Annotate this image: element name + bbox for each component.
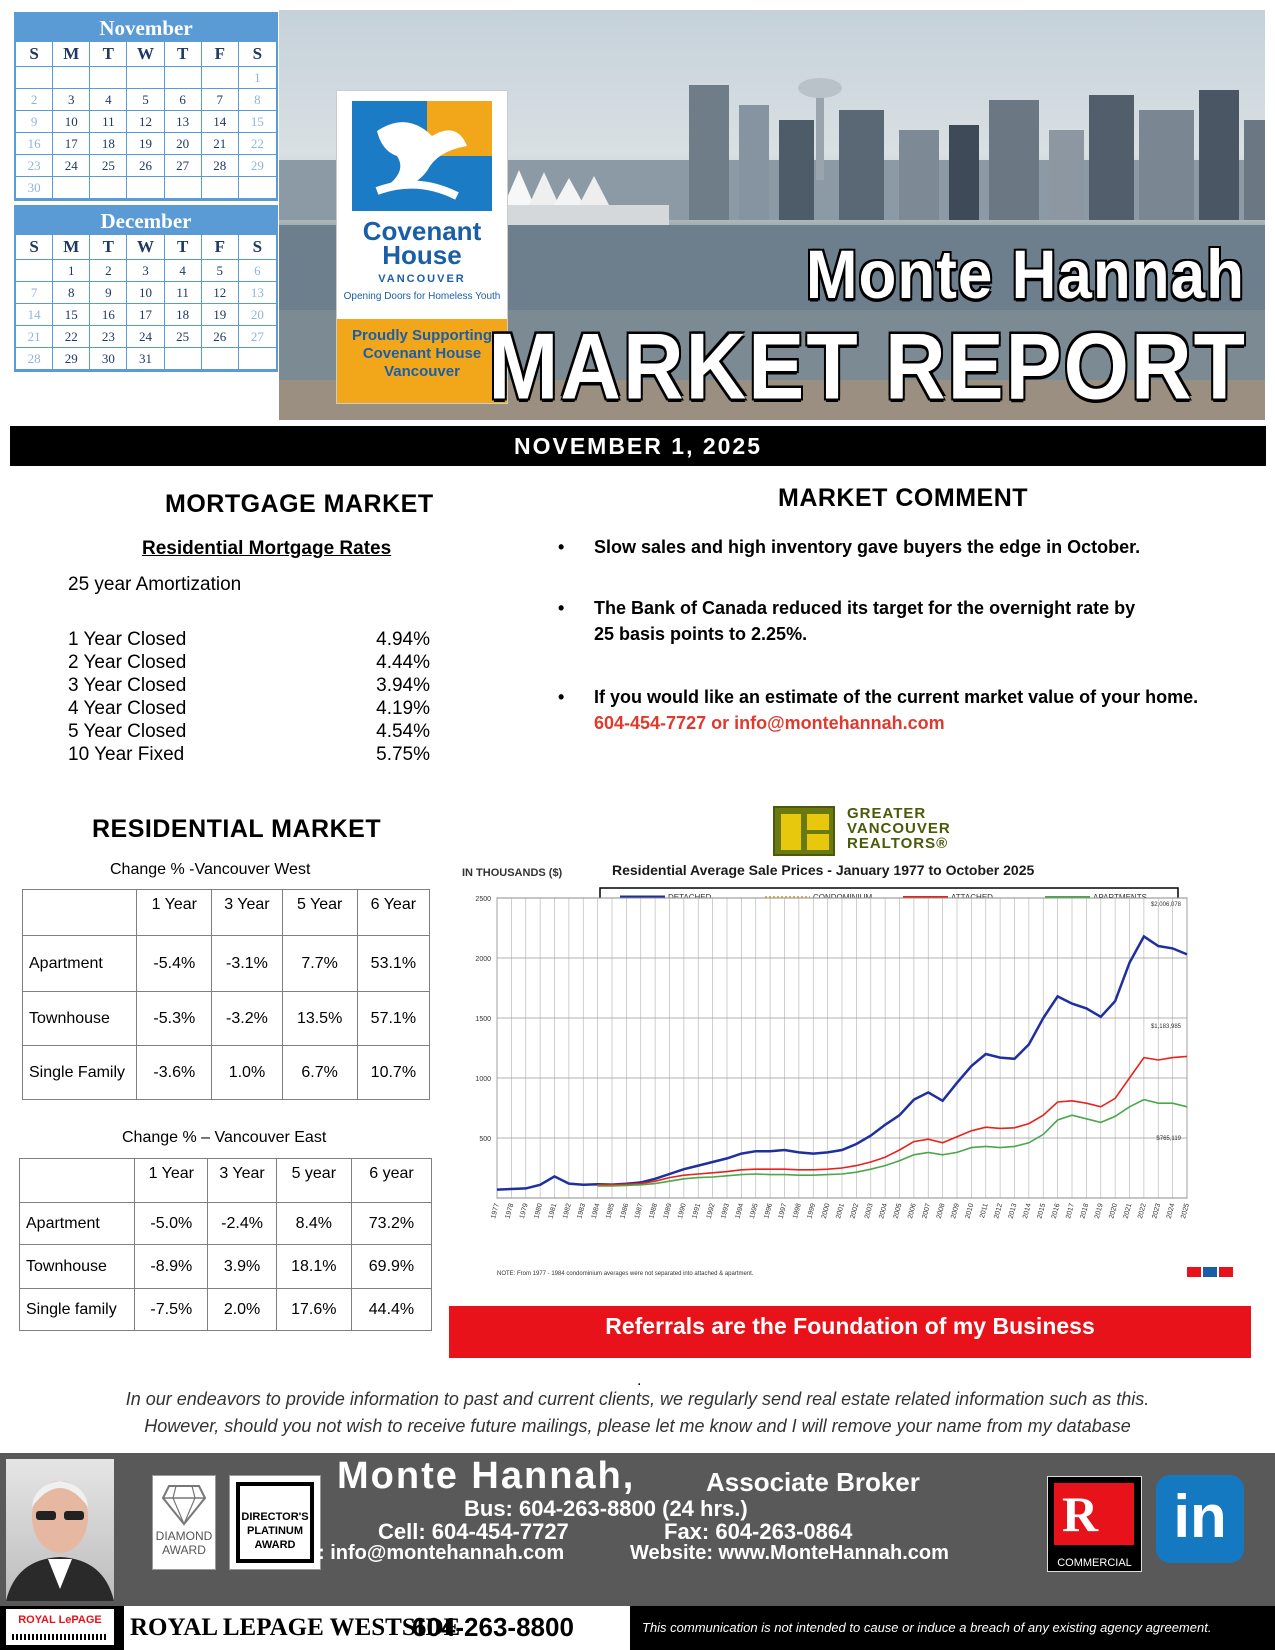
x-tick-label: 1987: [633, 1202, 645, 1220]
calendar-day: 2: [16, 89, 53, 111]
table-cell: 3.9%: [208, 1245, 276, 1289]
calendar-day: [90, 67, 127, 89]
rate-term: 10 Year Fixed: [68, 744, 185, 765]
calendar-day: [165, 177, 202, 199]
table-cell: 57.1%: [357, 992, 429, 1046]
rate-row: [68, 674, 430, 697]
calendar-day: 30: [16, 177, 53, 199]
mls-mark: [1219, 1267, 1233, 1277]
gvr-logo: [773, 806, 983, 858]
rate-term: 3 Year Closed: [68, 675, 187, 696]
referral-banner: Referrals are the Foundation of my Business: [449, 1306, 1251, 1364]
support-line1: Proudly Supporting: [352, 327, 492, 344]
agent-role: Associate Broker: [706, 1467, 920, 1497]
calendar-day: 3: [53, 89, 90, 111]
calendar-day: 1: [239, 67, 276, 89]
table-header-cell: 3 Year: [208, 1159, 276, 1203]
x-tick-label: 2004: [878, 1202, 890, 1220]
calendar-day: 27: [165, 155, 202, 177]
calendar-day: 26: [202, 326, 239, 348]
x-tick-label: 1989: [662, 1202, 674, 1220]
calendar-day: [165, 67, 202, 89]
table-cell: -5.0%: [135, 1203, 208, 1245]
table-row-label: Apartment: [23, 936, 137, 992]
dove-icon: [337, 91, 507, 216]
table-cell: -3.6%: [137, 1046, 212, 1100]
calendar-day-header: W: [127, 42, 164, 67]
table-cell: 10.7%: [357, 1046, 429, 1100]
x-tick-label: 2013: [1007, 1202, 1019, 1220]
calendar-day: [127, 177, 164, 199]
x-tick-label: 2009: [950, 1202, 961, 1220]
x-tick-label: 1981: [547, 1202, 559, 1220]
x-tick-label: 1977: [490, 1202, 501, 1220]
mortgage-heading: MORTGAGE MARKET: [165, 490, 434, 518]
table-cell: 73.2%: [351, 1203, 431, 1245]
x-tick-label: 1999: [806, 1202, 818, 1220]
calendar-day: 21: [202, 133, 239, 155]
table-cell: 13.5%: [282, 992, 357, 1046]
x-tick-label: 1993: [720, 1202, 731, 1220]
calendar-day: 21: [16, 326, 53, 348]
price-chart: [455, 885, 1245, 1285]
linkedin-icon[interactable]: [1156, 1475, 1244, 1563]
comment-text: Slow sales and high inventory gave buyers the edge in October.: [594, 537, 1141, 557]
platinum-award-badge: [229, 1475, 321, 1570]
rate-value: 4.54%: [376, 721, 430, 742]
table-cell: 6.7%: [282, 1046, 357, 1100]
calendar-day: 2: [90, 260, 127, 282]
calendar-day-header: M: [53, 235, 90, 260]
calendar-day-header: S: [16, 42, 53, 67]
vancouver-west-table: [22, 889, 430, 1100]
contact-link[interactable]: 604-454-7727 or info@montehannah.com: [594, 713, 945, 733]
west-caption: Change % -Vancouver West: [110, 861, 311, 878]
x-tick-label: 1982: [562, 1202, 573, 1220]
calendar-day: 14: [202, 111, 239, 133]
agent-photo: [6, 1459, 114, 1601]
platinum-line2: PLATINUM: [246, 1525, 303, 1537]
x-tick-label: 2000: [820, 1202, 832, 1220]
comment-bullet-3: [558, 684, 1199, 736]
rate-row: [68, 651, 430, 674]
covenant-name-line1: Covenant: [362, 216, 482, 246]
calendar-day: [239, 177, 276, 199]
calendar-day: 15: [53, 304, 90, 326]
comment-bullet-1: [558, 534, 1141, 560]
x-tick-label: 1978: [504, 1202, 516, 1220]
calendar-day: 25: [165, 326, 202, 348]
x-tick-label: 2003: [863, 1202, 875, 1220]
calendar-day: 20: [165, 133, 202, 155]
calendar-day: 11: [165, 282, 202, 304]
diamond-icon: [161, 1482, 207, 1526]
brokerage-legal: This communication is not intended to cause or induce a breach of any existing agency agreement.: [642, 1620, 1212, 1635]
x-tick-label: 2025: [1180, 1202, 1191, 1220]
diamond-award-line2: AWARD: [162, 1543, 206, 1557]
calendar-day: 4: [165, 260, 202, 282]
calendar-day-header: S: [239, 235, 276, 260]
calendar-day: 18: [165, 304, 202, 326]
calendar-day-header: S: [16, 235, 53, 260]
table-header-cell: 1 Year: [137, 890, 212, 936]
calendar-day: 17: [127, 304, 164, 326]
rate-value: 4.94%: [376, 629, 430, 650]
x-tick-label: 1979: [518, 1202, 530, 1220]
chart-annotation: $2,006,078: [1150, 902, 1181, 908]
table-header-cell: 3 Year: [212, 890, 282, 936]
platinum-line1: DIRECTOR'S: [241, 1511, 309, 1523]
x-tick-label: 2011: [979, 1202, 990, 1220]
brokerage-bar: [0, 1606, 1275, 1650]
x-tick-label: 1997: [777, 1202, 789, 1220]
amortization-label: 25 year Amortization: [68, 574, 242, 595]
calendar-day: 30: [90, 348, 127, 370]
table-cell: 18.1%: [276, 1245, 351, 1289]
linkedin-label: in: [1173, 1483, 1227, 1550]
covenant-name-line2: House: [382, 240, 462, 270]
agent-cell-phone: Cell: 604-454-7727: [378, 1519, 569, 1544]
x-tick-label: 2002: [849, 1202, 861, 1220]
table-header-cell: 5 year: [276, 1159, 351, 1203]
calendar-day: [202, 67, 239, 89]
calendar-day: [239, 348, 276, 370]
chart-annotation: $1,183,985: [1150, 1024, 1181, 1030]
calendar-day: 6: [239, 260, 276, 282]
calendar-day: 3: [127, 260, 164, 282]
calendar-day: 19: [127, 133, 164, 155]
calendar-day-header: T: [90, 42, 127, 67]
bullet-dot: •: [558, 537, 565, 557]
calendar-day: [16, 260, 53, 282]
x-tick-label: 2018: [1079, 1202, 1091, 1220]
table-cell: -8.9%: [135, 1245, 208, 1289]
y-tick-label: 1000: [475, 1076, 491, 1083]
x-tick-label: 1985: [605, 1202, 616, 1220]
calendar-day-header: T: [90, 235, 127, 260]
calendar-day-header: T: [165, 42, 202, 67]
x-tick-label: 2017: [1065, 1202, 1076, 1220]
x-tick-label: 1998: [792, 1202, 803, 1220]
table-cell: -2.4%: [208, 1203, 276, 1245]
table-row-label: Single Family: [23, 1046, 137, 1100]
calendar-day: 31: [127, 348, 164, 370]
calendar-day: 29: [239, 155, 276, 177]
rate-row: [68, 697, 430, 720]
agent-name: Monte Hannah,: [337, 1455, 636, 1497]
calendar-day: 12: [202, 282, 239, 304]
agent-bus-phone: Bus: 604-263-8800 (24 hrs.): [464, 1496, 748, 1521]
table-cell: -5.4%: [137, 936, 212, 992]
east-caption: Change % – Vancouver East: [122, 1129, 327, 1146]
calendar-day: 7: [16, 282, 53, 304]
rate-row: [68, 720, 430, 743]
calendar-day: 19: [202, 304, 239, 326]
calendar-month-title: December: [16, 207, 276, 235]
calendar-day: 9: [16, 111, 53, 133]
calendar-day: 24: [127, 326, 164, 348]
x-tick-label: 1996: [763, 1202, 775, 1220]
table-row: [23, 1046, 430, 1100]
table-cell: -3.2%: [212, 992, 282, 1046]
royal-lepage-logo: [6, 1609, 114, 1645]
calendar-day: 25: [90, 155, 127, 177]
table-row-label: Single family: [20, 1289, 135, 1331]
calendar-day: 20: [239, 304, 276, 326]
table-cell: -7.5%: [135, 1289, 208, 1331]
x-tick-label: 2016: [1050, 1202, 1062, 1220]
rate-row: [68, 628, 430, 651]
x-tick-label: 2005: [892, 1202, 904, 1220]
rate-row: [68, 743, 430, 766]
calendar-day: 16: [90, 304, 127, 326]
report-date: NOVEMBER 1, 2025: [10, 426, 1266, 466]
calendar-day: 8: [53, 282, 90, 304]
vancouver-east-table: [19, 1158, 432, 1331]
calendar-day: 22: [53, 326, 90, 348]
x-tick-label: 1992: [705, 1202, 717, 1220]
table-row: [20, 1203, 432, 1245]
calendar-day-header: W: [127, 235, 164, 260]
table-row-label: Townhouse: [23, 992, 137, 1046]
calendar-day: [16, 67, 53, 89]
calendar-day: 12: [127, 111, 164, 133]
calendar-day: 11: [90, 111, 127, 133]
covenant-house-emblem: [337, 91, 507, 319]
support-line2: Covenant House: [362, 345, 482, 362]
calendar-day: 27: [239, 326, 276, 348]
table-row: [23, 992, 430, 1046]
table-cell: 8.4%: [276, 1203, 351, 1245]
gvr-icon: [773, 806, 835, 856]
calendar-grid: [16, 235, 276, 370]
x-tick-label: 2024: [1165, 1202, 1177, 1220]
table-cell: 53.1%: [357, 936, 429, 992]
agent-website[interactable]: Website: www.MonteHannah.com: [630, 1542, 949, 1564]
calendar-day: 17: [53, 133, 90, 155]
chart-note: NOTE: From 1977 - 1984 condominium averages were not separated into attached & apartment.: [497, 1271, 754, 1277]
calendar-day-header: F: [202, 235, 239, 260]
table-row: [20, 1289, 432, 1331]
agent-fax: Fax: 604-263-0864: [664, 1519, 853, 1544]
x-tick-label: 1986: [619, 1202, 631, 1220]
table-cell: 44.4%: [351, 1289, 431, 1331]
calendar-day: 13: [165, 111, 202, 133]
x-tick-label: 2015: [1036, 1202, 1048, 1220]
commercial-label: COMMERCIAL: [1057, 1557, 1132, 1569]
comment-text: The Bank of Canada reduced its target for the overnight rate by: [594, 598, 1136, 618]
table-header-cell: [23, 890, 137, 936]
brokerage-name: ROYAL LEPAGE WESTSIDE: [130, 1614, 461, 1641]
covenant-house-logo: [336, 90, 508, 404]
covenant-tagline: Opening Doors for Homeless Youth: [343, 291, 501, 302]
x-tick-label: 1988: [648, 1202, 660, 1220]
x-tick-label: 2021: [1122, 1202, 1134, 1220]
calendar-day: 28: [16, 348, 53, 370]
calendar-day: [127, 67, 164, 89]
agent-avatar: [6, 1459, 114, 1601]
calendar-day: 1: [53, 260, 90, 282]
calendar-day: [53, 177, 90, 199]
agent-footer: [0, 1453, 1275, 1606]
calendar-day: 29: [53, 348, 90, 370]
rate-term: 4 Year Closed: [68, 698, 187, 719]
rate-term: 2 Year Closed: [68, 652, 187, 673]
calendar-day: 24: [53, 155, 90, 177]
bullet-dot: •: [558, 598, 565, 618]
x-tick-label: 2007: [921, 1202, 933, 1220]
comment-heading: MARKET COMMENT: [778, 484, 1029, 512]
y-tick-label: 2000: [475, 956, 491, 963]
table-header-cell: 6 Year: [357, 890, 429, 936]
x-tick-label: 2001: [835, 1202, 846, 1220]
x-tick-label: 1980: [533, 1202, 545, 1220]
royal-lepage-commercial-logo: R COMMERCIAL: [1047, 1476, 1142, 1572]
agent-email[interactable]: : info@montehannah.com: [318, 1542, 565, 1564]
covenant-city: VANCOUVER: [378, 273, 466, 285]
x-tick-label: 1990: [677, 1202, 688, 1220]
table-header-cell: 5 Year: [282, 890, 357, 936]
rate-term: 1 Year Closed: [68, 629, 187, 650]
x-tick-label: 1991: [691, 1202, 703, 1220]
calendar-day: [202, 348, 239, 370]
calendar-day: 23: [90, 326, 127, 348]
residential-heading: RESIDENTIAL MARKET: [92, 815, 382, 843]
calendar-day: 23: [16, 155, 53, 177]
table-cell: 69.9%: [351, 1245, 431, 1289]
y-tick-label: 2500: [475, 896, 491, 903]
x-tick-label: 2014: [1022, 1202, 1033, 1220]
header-agent-name: Monte Hannah: [805, 237, 1245, 314]
rate-term: 5 Year Closed: [68, 721, 187, 742]
calendar-december: [14, 205, 278, 372]
calendar-day-header: S: [239, 42, 276, 67]
gvr-line1: GREATER: [847, 805, 927, 822]
table-cell: 7.7%: [282, 936, 357, 992]
calendar-month-title: November: [16, 14, 276, 42]
calendar-day: 14: [16, 304, 53, 326]
calendar-day: 26: [127, 155, 164, 177]
table-cell: 1.0%: [212, 1046, 282, 1100]
rate-value: 4.44%: [376, 652, 430, 673]
calendar-day: 18: [90, 133, 127, 155]
bullet-dot: •: [558, 687, 565, 707]
calendar-day: 15: [239, 111, 276, 133]
support-line3: Vancouver: [384, 363, 460, 380]
table-row-label: Townhouse: [20, 1245, 135, 1289]
brokerage-phone: 604-263-8800: [412, 1612, 574, 1642]
header-report-title: MARKET REPORT: [488, 313, 1247, 419]
x-tick-label: 1983: [576, 1202, 588, 1220]
calendar-day-header: F: [202, 42, 239, 67]
calendar-november: [14, 12, 278, 201]
x-tick-label: 1995: [748, 1202, 760, 1220]
rate-value: 5.75%: [376, 744, 430, 765]
royal-lepage-logo-text: ROYAL LePAGE: [18, 1614, 102, 1626]
x-tick-label: 2023: [1151, 1202, 1163, 1220]
calendar-day: 16: [16, 133, 53, 155]
comment-text: If you would like an estimate of the current market value of your home.: [594, 687, 1199, 707]
comment-bullet-2: [558, 595, 1136, 647]
x-tick-label: 2020: [1108, 1202, 1120, 1220]
table-cell: 2.0%: [208, 1289, 276, 1331]
calendar-day: 5: [202, 260, 239, 282]
table-header-cell: 1 Year: [135, 1159, 208, 1203]
covenant-support-box: [337, 319, 507, 403]
calendar-day: 22: [239, 133, 276, 155]
calendar-day: 6: [165, 89, 202, 111]
calendar-day-header: T: [165, 235, 202, 260]
calendar-day: 10: [127, 282, 164, 304]
table-header-cell: 6 year: [351, 1159, 431, 1203]
brokerage-office: [124, 1606, 630, 1650]
x-tick-label: 1994: [734, 1202, 746, 1220]
table-row: [20, 1245, 432, 1289]
calendar-day: 28: [202, 155, 239, 177]
mortgage-subheading: Residential Mortgage Rates: [142, 538, 392, 559]
calendar-day: 4: [90, 89, 127, 111]
calendar-day: [165, 348, 202, 370]
chart-title: Residential Average Sale Prices - January 1977 to October 2025: [612, 862, 1035, 878]
calendar-day: [202, 177, 239, 199]
chart-ylabel: IN THOUSANDS ($): [462, 867, 563, 879]
table-cell: -3.1%: [212, 936, 282, 992]
y-tick-label: 500: [479, 1136, 491, 1143]
mls-mark: [1203, 1267, 1217, 1277]
gvr-line3: REALTORS®: [847, 835, 949, 852]
table-row-label: Apartment: [20, 1203, 135, 1245]
x-tick-label: 1984: [590, 1202, 602, 1220]
table-header-cell: [20, 1159, 135, 1203]
comment-text: 25 basis points to 2.25%.: [594, 624, 808, 644]
disclaimer-line2: However, should you not wish to receive future mailings, please let me know and I will remove your name from my database: [144, 1416, 1131, 1436]
x-tick-label: 2008: [935, 1202, 947, 1220]
gvr-line2: VANCOUVER: [847, 820, 951, 837]
rate-value: 3.94%: [376, 675, 430, 696]
x-tick-label: 2022: [1137, 1202, 1148, 1220]
chart-annotation: $765,119: [1156, 1136, 1181, 1142]
covenant-house-name: [337, 216, 507, 270]
platinum-line3: AWARD: [254, 1539, 296, 1551]
calendar-day: 7: [202, 89, 239, 111]
calendar-day: [90, 177, 127, 199]
x-tick-label: 2006: [907, 1202, 918, 1220]
calendar-day: 8: [239, 89, 276, 111]
x-tick-label: 2012: [993, 1202, 1005, 1220]
calendar-day-header: M: [53, 42, 90, 67]
disclaimer-dot: .: [637, 1372, 642, 1389]
calendar-day: 5: [127, 89, 164, 111]
table-cell: -5.3%: [137, 992, 212, 1046]
mortgage-rates-list: [68, 628, 430, 765]
rate-value: 4.19%: [376, 698, 430, 719]
diamond-award-badge: [152, 1475, 216, 1570]
calendar-day: 10: [53, 111, 90, 133]
mls-mark: [1187, 1267, 1201, 1277]
calendar-day: [53, 67, 90, 89]
y-tick-label: 1500: [475, 1016, 491, 1023]
calendar-day: 9: [90, 282, 127, 304]
disclaimer-line1: In our endeavors to provide information to past and current clients, we regularly send real estate related information such as this.: [125, 1389, 1150, 1409]
table-cell: 17.6%: [276, 1289, 351, 1331]
table-row: [23, 936, 430, 992]
x-tick-label: 2019: [1093, 1202, 1105, 1220]
diamond-award-line1: DIAMOND: [155, 1529, 213, 1543]
x-tick-label: 2010: [964, 1202, 976, 1220]
calendar-day: 13: [239, 282, 276, 304]
calendar-grid: [16, 42, 276, 199]
